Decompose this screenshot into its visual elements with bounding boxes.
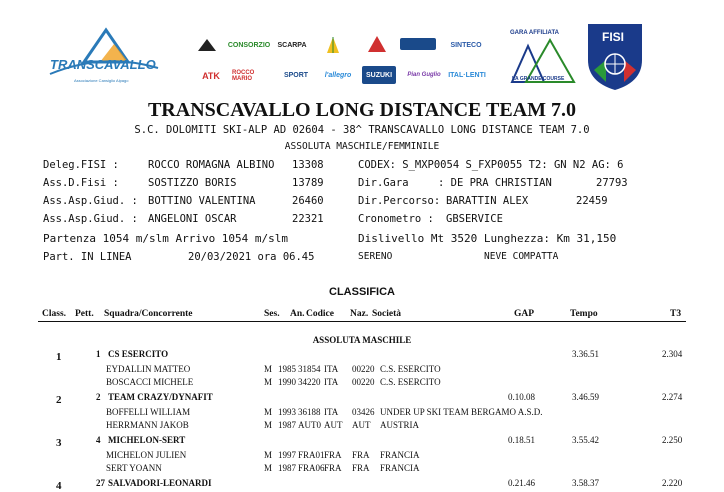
gara-affiliata-logo	[506, 26, 576, 92]
sponsor-logo-1	[196, 38, 218, 52]
sponsor-logo-12: SUZUKI	[362, 66, 396, 84]
info-right-value-1: : DE PRA CHRISTIAN	[438, 177, 552, 189]
member-codice: FRA06	[298, 463, 325, 473]
info-left-label-3: Ass.Asp.Giud. :	[43, 213, 138, 225]
member-ses: M	[264, 463, 273, 473]
team-pett: 27	[96, 478, 105, 488]
team-name: SALVADORI-LEONARDI	[108, 478, 212, 488]
classifica-heading: CLASSIFICA	[329, 286, 395, 298]
team-t3: 2.274	[662, 392, 683, 402]
member-ses: M	[264, 407, 273, 417]
member-an: 1993	[278, 407, 296, 417]
info-left-name-0: ROCCO ROMAGNA ALBINO	[148, 159, 275, 171]
team-t3: 2.220	[662, 478, 683, 488]
col-societa: Società	[372, 309, 402, 319]
team-rank: 4	[56, 480, 62, 492]
gara-affiliata-text: GARA AFFILIATA	[510, 30, 559, 36]
member-an: 1990	[278, 377, 296, 387]
member-name: EYDALLIN MATTEO	[106, 364, 191, 374]
team-name: CS ESERCITO	[108, 349, 169, 359]
member-naz: ITA	[324, 407, 339, 417]
page-title: TRANSCAVALLO LONG DISTANCE TEAM 7.0	[147, 99, 577, 121]
team-name: MICHELON-SERT	[108, 435, 186, 445]
info-right-value-3: GBSERVICE	[446, 213, 503, 225]
member-soc-code: AUT	[352, 420, 371, 430]
member-societa: UNDER UP SKI TEAM BERGAMO A.S.D.	[380, 407, 543, 417]
partenza: Partenza 1054 m/slm Arrivo 1054 m/slm	[43, 232, 289, 245]
sponsor-logo-9: ROCCO MARIO	[232, 70, 255, 82]
member-ses: M	[264, 377, 273, 387]
info-left-label-0: Deleg.FISI :	[43, 159, 119, 171]
member-naz: ITA	[324, 377, 339, 387]
col-squadra: Squadra/Concorrente	[104, 309, 193, 319]
member-societa: C.S. ESERCITO	[380, 377, 441, 387]
member-ses: M	[264, 420, 273, 430]
team-pett: 2	[96, 392, 101, 402]
team-pett: 1	[96, 349, 101, 359]
team-t3: 2.304	[662, 349, 683, 359]
info-left-label-2: Ass.Asp.Giud. :	[43, 195, 138, 207]
member-name: BOFFELLI WILLIAM	[106, 407, 191, 417]
col-ses: Ses.	[264, 309, 280, 319]
member-codice: 36188	[298, 407, 321, 417]
sponsor-logo-3: SCARPA	[277, 41, 307, 49]
info-left-label-1: Ass.D.Fisi :	[43, 177, 119, 189]
info-right-code-1: 27793	[596, 177, 628, 189]
member-societa: FRANCIA	[380, 450, 420, 460]
member-name: BOSCACCI MICHELE	[106, 377, 194, 387]
team-gap: 0.18.51	[508, 435, 535, 445]
member-an: 1997	[278, 450, 296, 460]
member-naz: ITA	[324, 364, 339, 374]
member-naz: FRA	[324, 450, 342, 460]
team-name: TEAM CRAZY/DYNAFIT	[108, 392, 213, 402]
header-divider	[38, 321, 686, 322]
race-date: 20/03/2021 ora 06.45	[188, 251, 315, 263]
col-class: Class.	[42, 309, 67, 319]
col-tempo: Tempo	[570, 309, 598, 319]
fisi-logo	[584, 20, 646, 92]
subtitle: S.C. DOLOMITI SKI-ALP AD 02604 - 38^ TRANSCAVALLO LONG DISTANCE TEAM 7.0	[134, 124, 590, 136]
team-rank: 2	[56, 394, 62, 406]
info-left-name-1: SOSTIZZO BORIS	[148, 177, 237, 189]
sponsor-logo-11: l'allegro	[324, 71, 352, 79]
fisi-text: FISI	[602, 30, 625, 44]
member-societa: FRANCIA	[380, 463, 420, 473]
info-left-code-0: 13308	[292, 159, 324, 171]
info-right-label-1: Dir.Gara	[358, 177, 409, 189]
col-gap: GAP	[514, 309, 535, 319]
team-t3: 2.250	[662, 435, 683, 445]
team-rank: 3	[56, 437, 62, 449]
dislivello: Dislivello Mt 3520 Lunghezza: Km 31,150	[358, 232, 617, 245]
transcavallo-brand: TRANSCAVALLO	[50, 57, 156, 72]
sponsor-logo-5	[366, 34, 388, 54]
info-left-code-3: 22321	[292, 213, 324, 225]
member-societa: AUSTRIA	[380, 420, 420, 430]
team-gap: 0.21.46	[508, 478, 535, 488]
member-name: SERT YOANN	[106, 463, 162, 473]
member-codice: AUT0	[298, 420, 321, 430]
sponsor-logo-6	[400, 38, 436, 50]
team-gap: 0.10.08	[508, 392, 535, 402]
member-soc-code: 00220	[352, 364, 375, 374]
team-tempo: 3.55.42	[572, 435, 599, 445]
col-an: An.	[290, 309, 305, 319]
member-soc-code: FRA	[352, 450, 370, 460]
sponsor-logo-14: ITAL·LENTI	[448, 71, 486, 79]
col-t3: T3	[670, 309, 682, 319]
sponsor-logo-8: ATK	[202, 71, 220, 81]
team-tempo: 3.36.51	[572, 349, 599, 359]
info-left-code-2: 26460	[292, 195, 324, 207]
member-an: 1987	[278, 420, 296, 430]
team-tempo: 3.46.59	[572, 392, 599, 402]
transcavallo-logo	[44, 22, 164, 92]
sponsor-logo-4	[322, 34, 344, 56]
sponsor-logo-13: Pian Guglio	[407, 72, 441, 78]
info-right-label-2: Dir.Percorso:	[358, 195, 441, 207]
info-right-value-2: BARATTIN ALEX	[446, 195, 529, 207]
info-left-code-1: 13789	[292, 177, 324, 189]
member-societa: C.S. ESERCITO	[380, 364, 441, 374]
grande-course-text: LA GRANDE COURSE	[512, 76, 565, 82]
member-ses: M	[264, 364, 273, 374]
weather: SERENO	[358, 251, 393, 262]
team-tempo: 3.58.37	[572, 478, 599, 488]
sponsor-logo-7: SINTECO	[450, 41, 482, 49]
mountain-sponsor-icon	[198, 39, 216, 51]
transcavallo-brand-small: Associazione Cansiglio Alpago	[74, 78, 129, 83]
info-right-code-2: 22459	[576, 195, 608, 207]
member-name: MICHELON JULIEN	[106, 450, 187, 460]
col-naz: Naz.	[350, 309, 369, 319]
leaf-sponsor-icon	[323, 35, 343, 55]
team-pett: 4	[96, 435, 101, 445]
sponsor-logo-2: CONSORZIO	[227, 41, 271, 49]
member-naz: AUT	[324, 420, 343, 430]
team-rank: 1	[56, 351, 62, 363]
member-ses: M	[264, 450, 273, 460]
section-label: ASSOLUTA MASCHILE	[312, 335, 412, 345]
sponsor-logo-10: SPORT	[283, 71, 309, 79]
category: ASSOLUTA MASCHILE/FEMMINILE	[284, 141, 440, 152]
member-soc-code: 03426	[352, 407, 375, 417]
member-soc-code: FRA	[352, 463, 370, 473]
info-right-label-3: Cronometro :	[358, 213, 434, 225]
member-codice: 31854	[298, 364, 321, 374]
codex: CODEX: S_MXP0054 S_FXP0055 T2: GN N2 AG: 6	[358, 159, 624, 171]
member-soc-code: 00220	[352, 377, 375, 387]
peak-sponsor-icon	[366, 34, 388, 54]
member-an: 1985	[278, 364, 296, 374]
info-left-name-2: BOTTINO VALENTINA	[148, 195, 256, 207]
snow: NEVE COMPATTA	[484, 251, 559, 262]
info-left-name-3: ANGELONI OSCAR	[148, 213, 237, 225]
member-an: 1987	[278, 463, 296, 473]
col-pett: Pett.	[75, 309, 94, 319]
member-naz: FRA	[324, 463, 342, 473]
col-codice: Codice	[306, 309, 334, 319]
member-name: HERRMANN JAKOB	[106, 420, 189, 430]
member-codice: FRA01	[298, 450, 325, 460]
member-codice: 34220	[298, 377, 321, 387]
partenza-type: Part. IN LINEA	[43, 251, 132, 263]
